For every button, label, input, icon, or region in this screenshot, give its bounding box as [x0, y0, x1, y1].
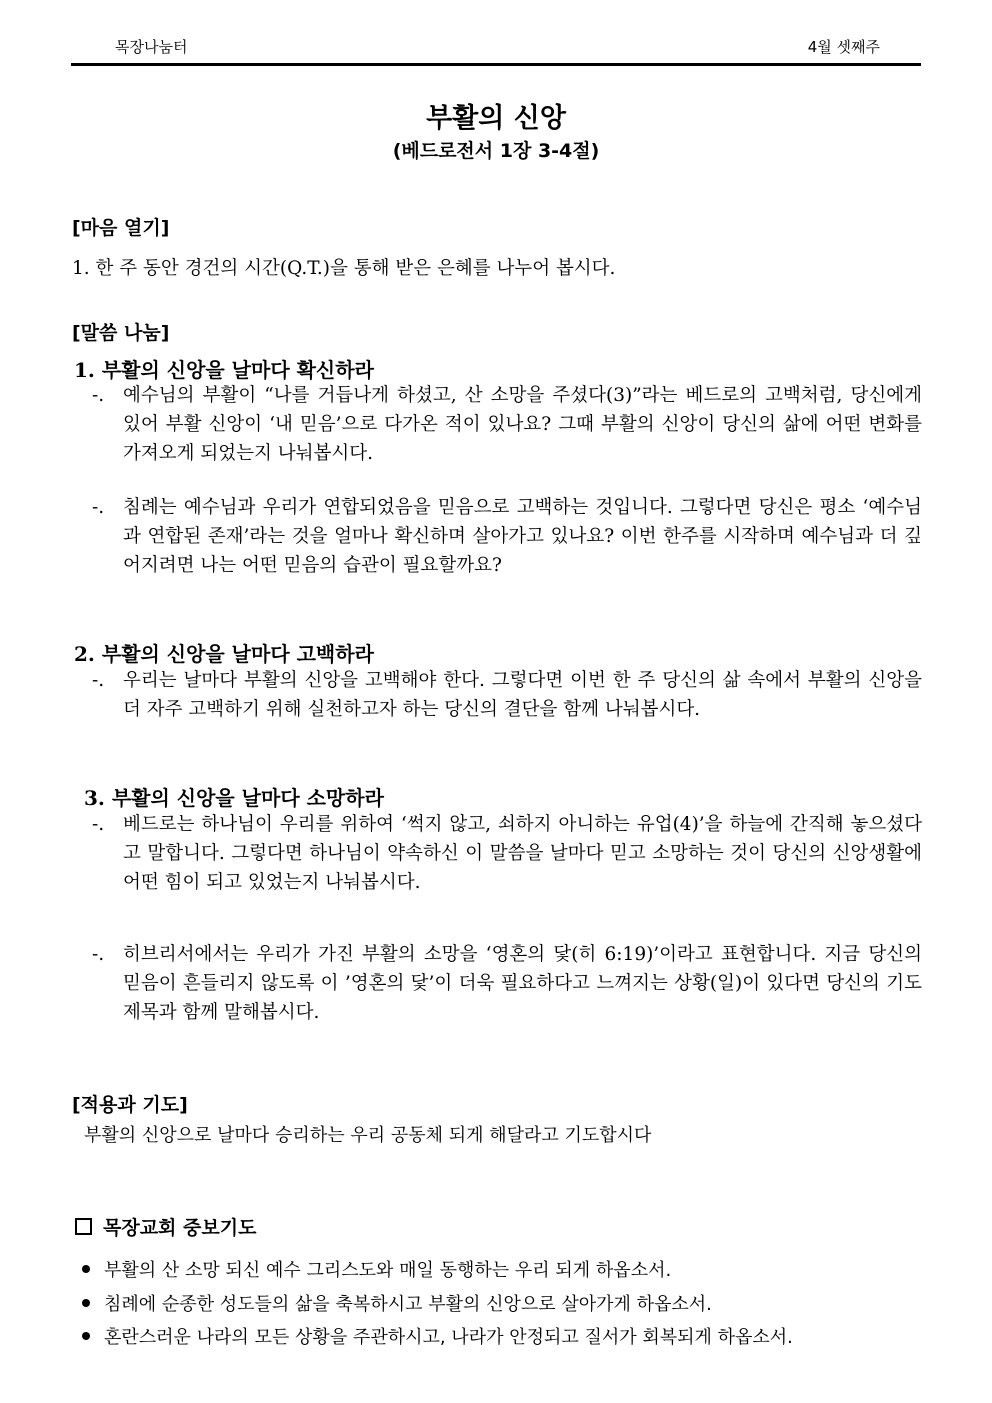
- dash-marker: -.: [92, 385, 105, 406]
- dash-marker: -.: [92, 670, 105, 691]
- bullet-dot-icon: [82, 1299, 90, 1307]
- prayer-item-text: 부활의 산 소망 되신 예수 그리스도와 매일 동행하는 우리 되게 하옵소서.: [104, 1260, 672, 1281]
- question-3-item-2-text: 히브리서에서는 우리가 가진 부활의 소망을 ‘영혼의 닻(히 6:19)’이라고 표현합니다. 지금 당신의 믿음이 흔들리지 않도록 이 ’영혼의 닻’이 더욱 필요하다고 느껴지는 상황(일)이 있다면 당신의 기도제목과 함께 말해봅시다.: [123, 944, 922, 1023]
- header-left: 목장나눔터: [115, 38, 188, 56]
- apply-text: 부활의 신앙으로 날마다 승리하는 우리 공동체 되게 해달라고 기도합시다: [84, 1125, 652, 1146]
- prayer-item-text: 혼란스러운 나라의 모든 상황을 주관하시고, 나라가 안정되고 질서가 회복되게 하옵소서.: [104, 1327, 793, 1348]
- header-rule: [71, 63, 921, 66]
- checkbox-square-icon: [75, 1218, 92, 1235]
- question-2-item-1: [92, 666, 922, 724]
- prayer-item: [82, 1256, 671, 1282]
- prayer-item: [82, 1290, 712, 1316]
- question-1-item-2: [92, 493, 922, 580]
- question-1-item-1-text: 예수님의 부활이 “나를 거듭나게 하셨고, 산 소망을 주셨다(3)”라는 베드로의 고백처럼, 당신에게 있어 부활 신앙이 ‘내 믿음’으로 다가온 적이 있나요? 그때 부활의 신앙이 당신의 삶에 어떤 변화를 가져오게 되었는지 나눠봅시다.: [123, 385, 922, 464]
- word-sharing-heading: [말씀 나눔]: [72, 322, 170, 344]
- bullet-dot-icon: [82, 1332, 90, 1340]
- question-3-item-2: [92, 940, 922, 1027]
- question-3-item-1: [92, 810, 922, 897]
- open-heart-text: 1. 한 주 동안 경건의 시간(Q.T.)을 통해 받은 은혜를 나누어 봅시다.: [72, 258, 616, 279]
- question-2-item-1-text: 우리는 날마다 부활의 신앙을 고백해야 한다. 그렇다면 이번 한 주 당신의 삶 속에서 부활의 신앙을 더 자주 고백하기 위해 실천하고자 하는 당신의 결단을 함께 나눠봅시다.: [123, 670, 922, 720]
- bullet-dot-icon: [82, 1265, 90, 1273]
- page-title: 부활의 신앙: [426, 103, 566, 134]
- question-3-title: 3. 부활의 신앙을 날마다 소망하라: [84, 786, 384, 810]
- dash-marker: -.: [92, 814, 105, 835]
- question-2-title: 2. 부활의 신앙을 날마다 고백하라: [74, 642, 374, 666]
- prayer-heading-text: 목장교회 중보기도: [103, 1217, 257, 1239]
- prayer-item: [82, 1323, 793, 1349]
- page-subtitle: (베드로전서 1장 3-4절): [392, 140, 600, 162]
- prayer-heading: [75, 1213, 256, 1240]
- dash-marker: -.: [92, 497, 105, 518]
- question-3-item-1-text: 베드로는 하나님이 우리를 위하여 ‘썩지 않고, 쇠하지 아니하는 유업(4)’을 하늘에 간직해 놓으셨다고 말합니다. 그렇다면 하나님이 약속하신 이 말씀을 날마다 믿고 소망하는 것이 당신의 신앙생활에 어떤 힘이 되고 있었는지 나눠봅시다.: [123, 814, 922, 893]
- prayer-item-text: 침례에 순종한 성도들의 삶을 축복하시고 부활의 신앙으로 살아가게 하옵소서.: [104, 1294, 712, 1315]
- open-heart-heading: [마음 열기]: [72, 217, 170, 239]
- apply-heading: [적용과 기도]: [72, 1094, 188, 1116]
- question-1-item-2-text: 침례는 예수님과 우리가 연합되었음을 믿음으로 고백하는 것입니다. 그렇다면 당신은 평소 ‘예수님과 연합된 존재’라는 것을 얼마나 확신하며 살아가고 있나요? 이번 한주를 시작하며 예수님과 더 깊어지려면 나는 어떤 믿음의 습관이 필요할까요?: [123, 497, 922, 576]
- dash-marker: -.: [92, 944, 105, 965]
- header-right: 4월 셋째주: [807, 38, 880, 56]
- question-1-item-1: [92, 381, 922, 468]
- question-1-title: 1. 부활의 신앙을 날마다 확신하라: [74, 358, 374, 382]
